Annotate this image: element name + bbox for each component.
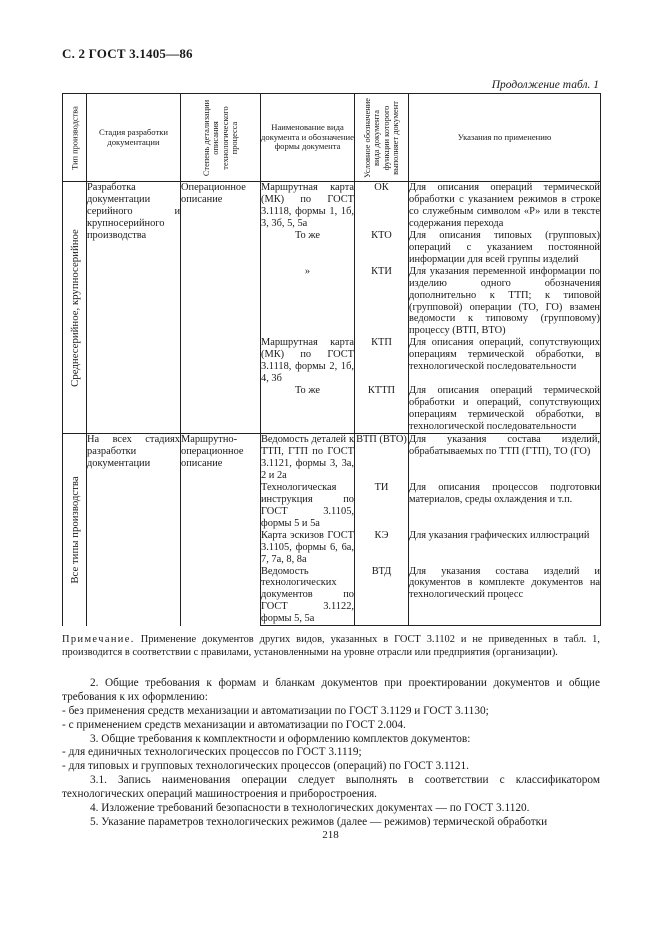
doc-cell: Ведомость деталей к ТТП, ГТП по ГОСТ 3.1121, формы 3, 3а, 2 и 2а [261,434,354,481]
code-cell: КТП [355,337,409,385]
code-cell: КТТП [355,385,409,433]
paragraph: 3.1. Запись наименования операции следует выполнять в соответствии с классификатором технологических операций машиностроения и приборостроения. [62,774,600,801]
stage-cell: На всех стадиях разработки документации [87,434,181,626]
note-cell: Для описания операций термической обработки с указанием режимов в строке со служебным символом «Р» или в тексте содержания перехода [409,182,600,229]
doc-cell: Технологическая инструкция по ГОСТ 3.1105, формы 5 и 5а [261,481,354,529]
note-label: Примечание. [62,634,135,645]
note-cell: Для описания типовых (групповых) операций с указанием постоянной информации для всей группы изделий [409,229,600,265]
production-type-cell: Среднесерийное, крупносерийное [63,182,87,434]
code-cell: ОК [355,182,409,230]
header-notes: Указания по применению [409,94,601,182]
doc-cell: То же [261,385,355,433]
doc-cell: Карта эскизов ГОСТ 3.1105, формы 6, 6а, 7, 7а, 8, 8а [261,529,354,565]
paragraph: - для единичных технологических процессов по ГОСТ 3.1119; [62,746,362,759]
paragraph: 4. Изложение требований безопасности в технологических документах — по ГОСТ 3.1120. [90,802,530,815]
note-cell: Для описания операций термической обработки и операций, сопутствующих операциям термической обработки, в технологической последовательности [409,385,600,433]
note-cell: Для описания операций, сопутствующих операциям термической обработки, в технологической последовательности [409,337,601,385]
table-continuation-label: Продолжение табл. 1 [491,79,599,91]
code-cell: ТИ [355,482,409,530]
paragraph: - с применением средств механизации и автоматизации по ГОСТ 2.004. [62,718,406,731]
documents-table [62,93,601,626]
code-cell: КТИ [355,266,409,338]
note-cell: Для указания переменной информации по изделию одного обозначения дополнительно к ТТП; к типовой (групповой) операции (ТО, ГО) взамен ведомости к типовому (групповому) процессу (ВТП, ВТО) [409,265,600,337]
body-text [62,677,600,830]
header-doc-name: Наименование вида документа и обозначение формы документа [261,94,355,182]
paragraph: - без применения средств механизации и автоматизации по ГОСТ 3.1129 и ГОСТ 3.1130; [62,704,489,717]
detail-cell: Маршрутно-операционное описание [181,434,261,626]
doc-cell: То же [261,230,355,266]
code-cell: ВТД [355,566,409,626]
paragraph: - для типовых и групповых технологических процессов (операций) по ГОСТ 3.1121. [62,760,469,773]
table-header-row [63,94,601,182]
header-stage: Стадия разработки документации [87,94,181,182]
page-header: С. 2 ГОСТ 3.1405—86 [62,46,193,61]
code-cell: ВТП (ВТО) [355,434,409,482]
page-number: 218 [322,829,339,841]
stage-cell: Разработка документации серийного и крупносерийного производства [87,182,181,434]
code-cell: КТО [355,230,409,266]
paragraph: 3. Общие требования к комплектности и оформлению комплектов документов: [90,732,471,745]
header-production-type: Тип производства [63,94,87,182]
table-row [63,434,601,482]
header-code: Условное обозначение вида документа функции которого выполняет документ [355,94,409,182]
paragraph: 2. Общие требования к формам и бланкам документов при проектировании документов и общие требования к их оформлению: [62,677,600,703]
paragraph: 5. Указание параметров технологических режимов (далее — режимов) термической обработки [90,815,548,828]
doc-cell: » [261,266,355,338]
note-text: Применение документов других видов, указанных в ГОСТ 3.1102 и не приведенных в табл. 1, производится в соответствии с правилами, установленными на уровне отрасли или предприятия (организации). [62,634,600,658]
production-type-cell: Все типы производства [63,434,87,626]
header-detail-degree: Степень детализации описания технологического процесса [181,94,261,182]
detail-cell: Операционное описание [181,182,261,434]
doc-cell: Ведомость технологических документов по ГОСТ 3.1122, формы 5, 5а [261,565,354,625]
code-cell: КЭ [355,530,409,566]
table-row [63,182,601,230]
note-cell: Для указания состава изделий и документов в комплекте документов на технологический процесс [409,566,601,626]
doc-cell: Маршрутная карта (МК) по ГОСТ 3.1118, формы 2, 1б, 4, 3б [261,337,354,385]
note-cell: Для указания графических иллюстраций [409,530,601,566]
note-cell: Для указания состава изделий, обрабатываемых по ТТП (ГТП), ТО (ГО) [409,434,601,482]
doc-cell: Маршрутная карта (МК) по ГОСТ 3.1118, формы 1, 1б, 3, 3б, 5, 5а [261,182,354,229]
note-cell: Для описания процессов подготовки материалов, среды охлаждения и т.п. [409,482,601,530]
table-note [62,634,600,659]
